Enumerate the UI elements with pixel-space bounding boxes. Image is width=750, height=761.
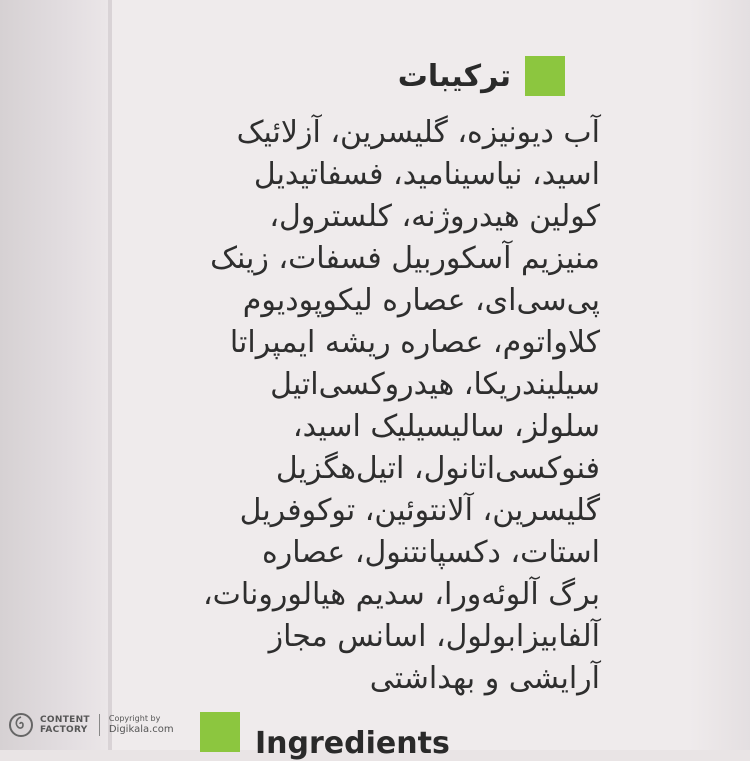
ingredient-line: آرایشی و بهداشتی: [369, 661, 600, 696]
heading-row: [398, 56, 565, 96]
watermark-divider: [99, 714, 100, 736]
heading-accent-square: [525, 56, 565, 96]
ingredient-line: سلولز، سالیسیلیک اسید،: [292, 409, 600, 444]
ingredients-heading-fa: ترکیبات: [397, 58, 511, 94]
watermark-brand-line1: CONTENT: [40, 715, 90, 725]
ingredient-line: استات، دکسپانتنول، عصاره: [262, 535, 600, 570]
content-factory-logo-icon: [8, 712, 34, 738]
ingredient-line: منیزیم آسکوربیل فسفات، زینک: [210, 241, 600, 276]
watermark-copyright-text: Copyright by: [108, 714, 161, 723]
ingredient-line: آلفابیزابولول، اسانس مجاز: [268, 619, 600, 654]
watermark-copyright: [109, 714, 174, 736]
ingredient-line: فنوکسی‌اتانول، اتیل‌هگزیل: [275, 451, 600, 486]
ingredients-list: [130, 112, 600, 700]
watermark-site: Digikala.com: [108, 724, 174, 735]
panel-shade: [690, 0, 750, 750]
watermark-brand: [40, 715, 90, 735]
ingredient-line: گلیسرین، آلانتوئین، توکوفریل: [239, 493, 600, 528]
ingredient-line: کولین هیدروژنه، کلسترول،: [269, 199, 600, 234]
footer-accent-square: [200, 712, 240, 752]
ingredient-line: پی‌سی‌ای، عصاره لیکوپودیوم: [242, 283, 600, 318]
ingredient-line: برگ آلوئه‌ورا، سدیم هیالورونات،: [202, 577, 600, 612]
ingredients-heading-en: Ingredients: [255, 726, 450, 761]
watermark-brand-line2: FACTORY: [40, 725, 88, 735]
ingredient-line: کلاواتوم، عصاره ریشه ایمپراتا: [229, 325, 600, 360]
ingredient-line: اسید، نیاسینامید، فسفاتیدیل: [253, 157, 600, 192]
label-edge: [0, 0, 108, 750]
ingredient-line: آب دیونیزه، گلیسرین، آزلائیک: [236, 115, 600, 150]
ingredient-line: سیلیندریکا، هیدروکسی‌اتیل: [270, 367, 600, 402]
watermark: [8, 712, 174, 738]
